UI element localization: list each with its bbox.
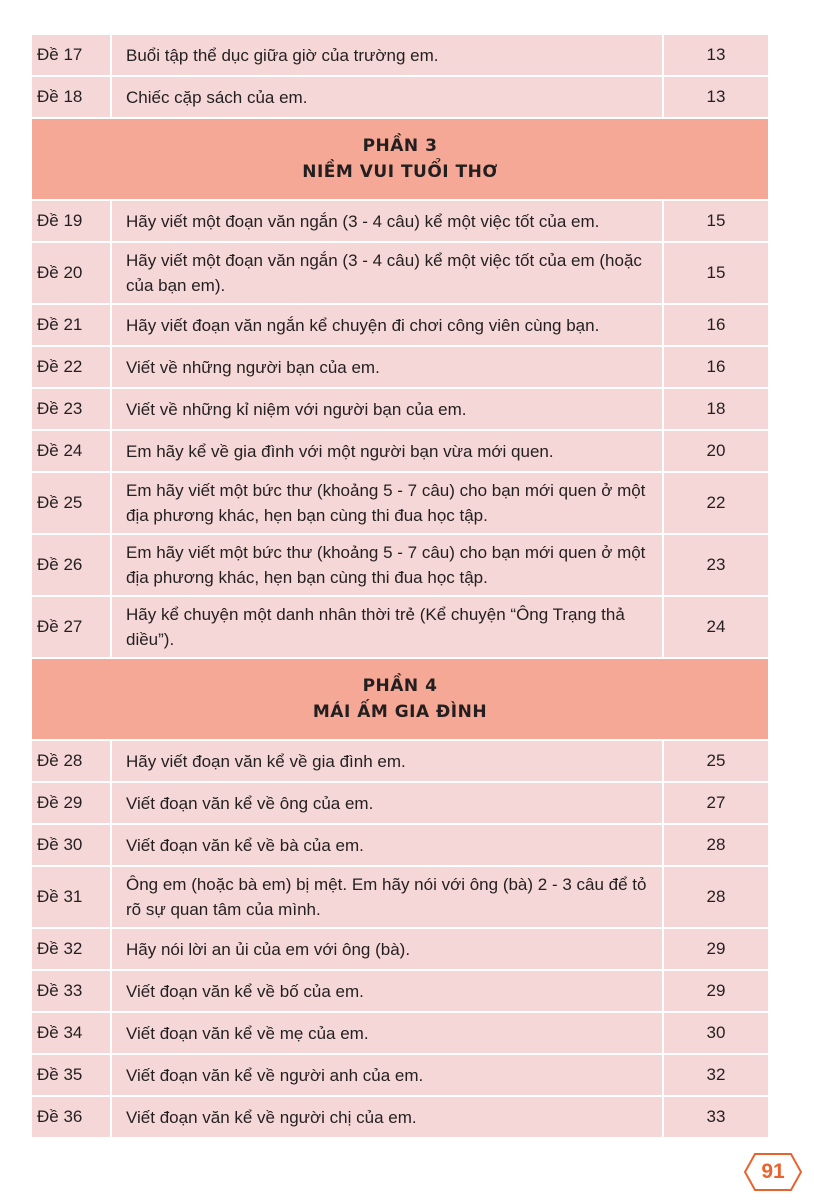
exercise-number: Đề 19 — [32, 201, 112, 241]
exercise-number: Đề 29 — [32, 783, 112, 823]
page-reference: 20 — [706, 441, 726, 460]
toc-row — [32, 201, 768, 243]
exercise-number: Đề 24 — [32, 431, 112, 471]
exercise-number: Đề 32 — [32, 929, 112, 969]
exercise-number: Đề 20 — [32, 243, 112, 303]
toc-row — [32, 77, 768, 119]
exercise-number: Đề 31 — [32, 867, 112, 927]
toc-row — [32, 35, 768, 77]
exercise-number: Đề 17 — [32, 35, 112, 75]
exercise-title: Viết đoạn văn kể về bố của em. — [112, 971, 664, 1011]
exercise-title: Ông em (hoặc bà em) bị mệt. Em hãy nói với ông (bà) 2 - 3 câu để tỏ rõ sự quan tâm của mình. — [112, 867, 664, 927]
toc-row — [32, 305, 768, 347]
exercise-number: Đề 22 — [32, 347, 112, 387]
toc-row — [32, 1013, 768, 1055]
exercise-number: Đề 28 — [32, 741, 112, 781]
page-reference: 23 — [706, 555, 726, 574]
page-reference: 16 — [706, 357, 726, 376]
toc-row — [32, 741, 768, 783]
exercise-number: Đề 35 — [32, 1055, 112, 1095]
part-title: MÁI ẤM GIA ĐÌNH — [312, 702, 488, 722]
toc-row — [32, 389, 768, 431]
exercise-number: Đề 26 — [32, 535, 112, 595]
toc-row — [32, 431, 768, 473]
exercise-title: Viết về những người bạn của em. — [112, 347, 664, 387]
toc-row — [32, 473, 768, 535]
page-reference: 16 — [706, 315, 726, 334]
exercise-title: Hãy viết đoạn văn kể về gia đình em. — [112, 741, 664, 781]
part-number: PHẦN 4 — [362, 676, 438, 696]
exercise-number: Đề 34 — [32, 1013, 112, 1053]
page-reference: 30 — [706, 1023, 726, 1042]
exercise-title: Hãy kể chuyện một danh nhân thời trẻ (Kể chuyện “Ông Trạng thả diều”). — [112, 597, 664, 657]
part-heading — [32, 119, 768, 201]
page-reference: 18 — [706, 399, 726, 418]
exercise-number: Đề 33 — [32, 971, 112, 1011]
toc-row — [32, 867, 768, 929]
exercise-number: Đề 36 — [32, 1097, 112, 1137]
page-reference: 28 — [706, 835, 726, 854]
page-number-text: 91 — [761, 1160, 785, 1183]
part-number: PHẦN 3 — [362, 136, 438, 156]
part-heading — [32, 659, 768, 741]
exercise-title: Chiếc cặp sách của em. — [112, 77, 664, 117]
exercise-title: Viết về những kỉ niệm với người bạn của em. — [112, 389, 664, 429]
exercise-number: Đề 18 — [32, 77, 112, 117]
exercise-title: Hãy viết một đoạn văn ngắn (3 - 4 câu) kể một việc tốt của em (hoặc của bạn em). — [112, 243, 664, 303]
page-reference: 33 — [706, 1107, 726, 1126]
exercise-title: Viết đoạn văn kể về mẹ của em. — [112, 1013, 664, 1053]
exercise-title: Em hãy viết một bức thư (khoảng 5 - 7 câu) cho bạn mới quen ở một địa phương khác, hẹn bạn cùng thi đua học tập. — [112, 473, 664, 533]
exercise-number: Đề 30 — [32, 825, 112, 865]
toc-row — [32, 825, 768, 867]
toc-row — [32, 347, 768, 389]
toc-row — [32, 1055, 768, 1097]
page-reference: 29 — [706, 939, 726, 958]
page-number — [743, 1152, 803, 1192]
page-reference: 15 — [706, 263, 726, 282]
exercise-title: Em hãy viết một bức thư (khoảng 5 - 7 câu) cho bạn mới quen ở một địa phương khác, hẹn bạn cùng thi đua học tập. — [112, 535, 664, 595]
page-reference: 32 — [706, 1065, 726, 1084]
exercise-title: Viết đoạn văn kể về người anh của em. — [112, 1055, 664, 1095]
toc-row — [32, 243, 768, 305]
part-title: NIỀM VUI TUỔI THƠ — [302, 162, 498, 182]
exercise-title: Viết đoạn văn kể về bà của em. — [112, 825, 664, 865]
table-of-contents — [32, 35, 768, 1139]
exercise-title: Viết đoạn văn kể về người chị của em. — [112, 1097, 664, 1137]
toc-row — [32, 597, 768, 659]
page-reference: 22 — [706, 493, 726, 512]
exercise-title: Buổi tập thể dục giữa giờ của trường em. — [112, 35, 664, 75]
page-reference: 24 — [706, 617, 726, 636]
toc-row — [32, 929, 768, 971]
exercise-title: Hãy nói lời an ủi của em với ông (bà). — [112, 929, 664, 969]
exercise-number: Đề 21 — [32, 305, 112, 345]
page-reference: 27 — [706, 793, 726, 812]
toc-row — [32, 783, 768, 825]
page-reference: 15 — [706, 211, 726, 230]
exercise-title: Hãy viết đoạn văn ngắn kể chuyện đi chơi công viên cùng bạn. — [112, 305, 664, 345]
page-reference: 29 — [706, 981, 726, 1000]
page-reference: 13 — [706, 87, 726, 106]
toc-row — [32, 535, 768, 597]
exercise-number: Đề 23 — [32, 389, 112, 429]
toc-row — [32, 971, 768, 1013]
page-reference: 13 — [706, 45, 726, 64]
page-reference: 28 — [706, 887, 726, 906]
exercise-title: Em hãy kể về gia đình với một người bạn vừa mới quen. — [112, 431, 664, 471]
exercise-number: Đề 25 — [32, 473, 112, 533]
exercise-number: Đề 27 — [32, 597, 112, 657]
page-reference: 25 — [706, 751, 726, 770]
exercise-title: Hãy viết một đoạn văn ngắn (3 - 4 câu) kể một việc tốt của em. — [112, 201, 664, 241]
toc-row — [32, 1097, 768, 1139]
exercise-title: Viết đoạn văn kể về ông của em. — [112, 783, 664, 823]
